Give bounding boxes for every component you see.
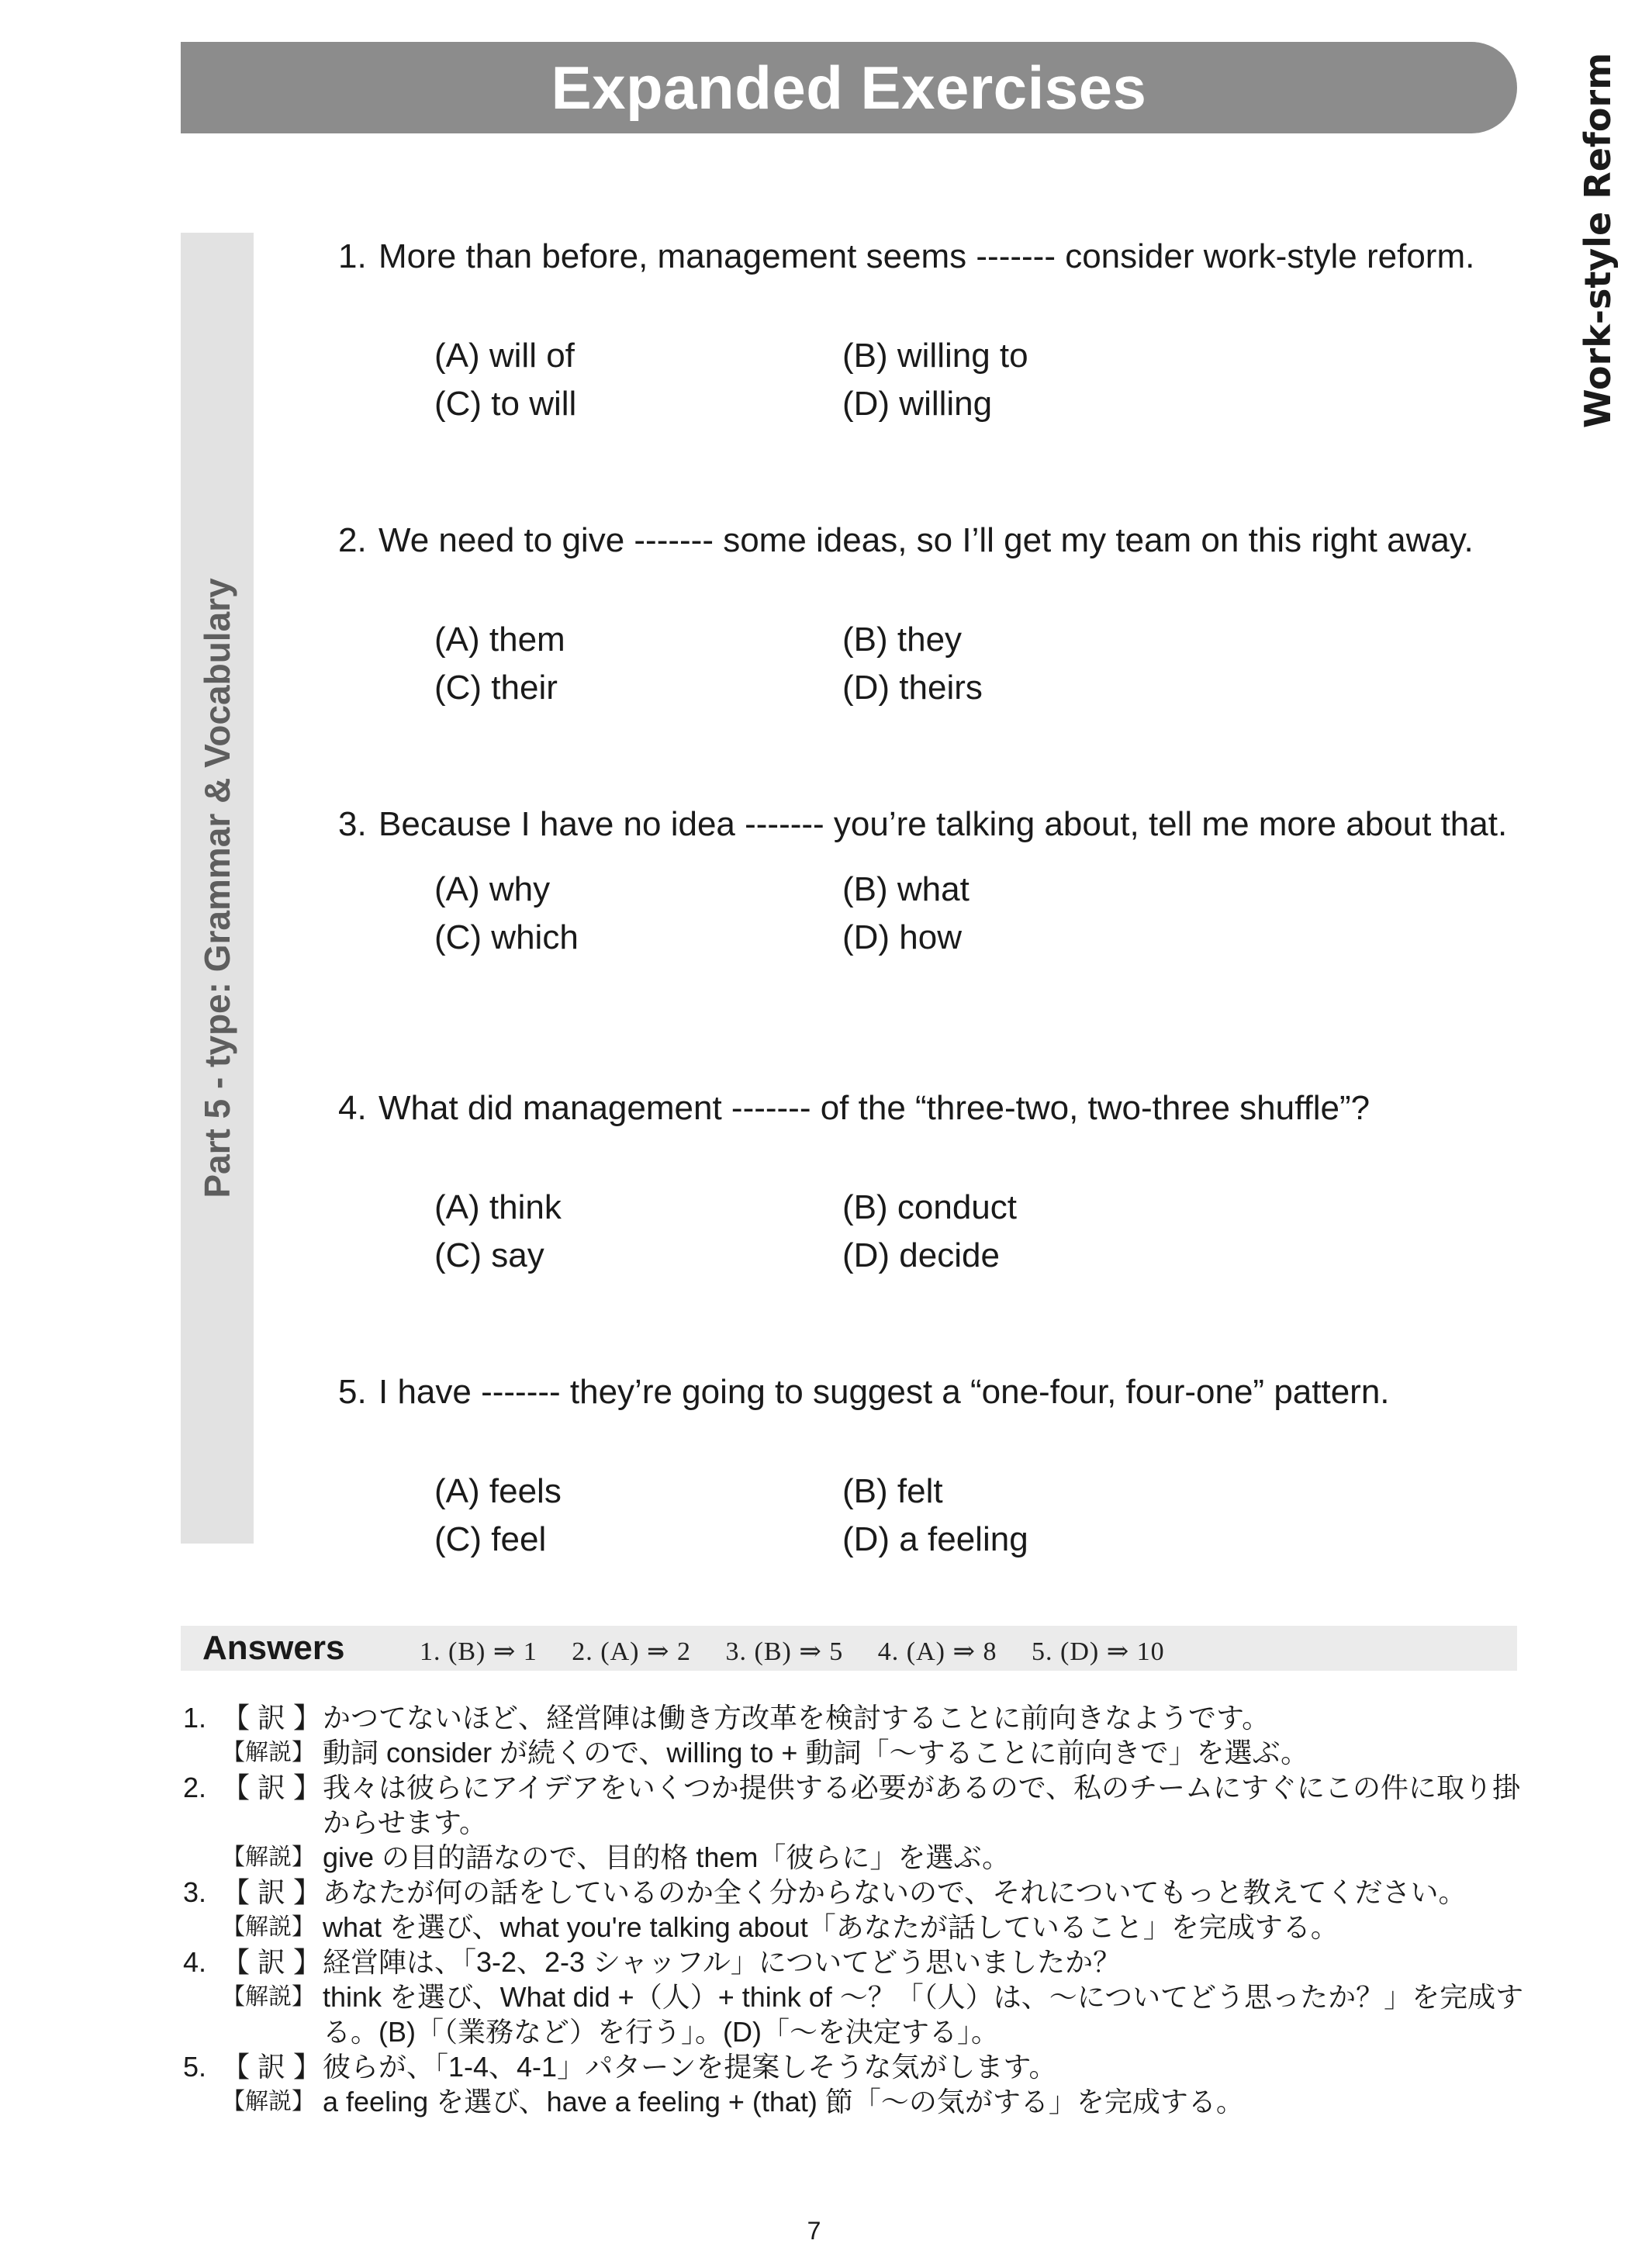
answers-bar [181,1626,1517,1671]
option-list [434,335,1533,425]
option-c: (C) feel [434,1520,547,1558]
option-d: (D) a feeling [842,1520,1028,1558]
question-number: 2. [338,521,367,559]
option-c: (C) which [434,918,579,956]
page-number: 7 [807,2217,821,2245]
explanation-commentary [183,1840,1533,1875]
translation-tag: 【 訳 】 [222,1876,322,1908]
commentary-text: a feeling を選び、have a feeling + (that) 節「〜の気がする」を完成する。 [323,2086,1244,2118]
option-a: (A) feels [434,1472,562,1510]
explanation-number: 2. [183,1772,207,1803]
explanation-translation [183,1700,1533,1735]
option-a: (A) them [434,621,565,659]
option-d: (D) decide [842,1236,1000,1274]
explanations [183,1700,1533,2119]
commentary-tag: 【解説】 [222,1984,315,2010]
option-d: (D) theirs [842,669,983,707]
option-list [434,869,1533,959]
option-c: (C) say [434,1236,544,1274]
option-a: (A) why [434,870,551,908]
question-number: 3. [338,805,367,843]
translation-tag: 【 訳 】 [222,1946,322,1978]
section-label: Part 5 - type: Grammar & Vocabulary [197,578,237,1198]
question-2 [338,520,1533,709]
explanation-translation [183,1770,1533,1840]
commentary-tag: 【解説】 [222,1740,315,1765]
question-4 [338,1087,1533,1277]
explanation-number: 1. [183,1702,207,1734]
title-bar [181,42,1517,133]
option-b: (B) what [842,870,970,908]
section-band [181,233,254,1544]
explanation-commentary [183,1910,1533,1945]
option-b: (B) conduct [842,1188,1017,1226]
option-b: (B) felt [842,1472,943,1510]
question-number: 4. [338,1089,367,1127]
question-text: We need to give ------- some ideas, so I’ll get my team on this right away. [378,521,1474,559]
explanation-commentary [183,2084,1533,2119]
translation-text: 彼らが、「1-4、4-1」パターンを提案しそうな気がします。 [323,2051,1057,2083]
page-title: Expanded Exercises [551,53,1147,122]
side-tag: Work-style Reform [1577,52,1619,429]
answer-keys: 1. (B) ⇒ 1 2. (A) ⇒ 2 3. (B) ⇒ 5 4. (A) ⇒ 8 5. (D) ⇒ 10 [420,1637,1165,1666]
question-text: More than before, management seems ------- consider work-style reform. [378,237,1475,275]
option-a: (A) think [434,1188,562,1226]
question-1 [338,236,1533,425]
question-number: 1. [338,237,367,275]
commentary-tag: 【解説】 [222,2089,315,2114]
explanation-number: 3. [183,1876,207,1908]
translation-tag: 【 訳 】 [222,2051,322,2083]
commentary-tag: 【解説】 [222,1844,315,1870]
option-d: (D) how [842,918,963,956]
question-text: I have ------- they’re going to suggest a “one-four, four-one” pattern. [378,1373,1390,1411]
translation-text: 我々は彼らにアイデアをいくつか提供する必要があるので、私のチームにすぐにこの件に取り掛からせます。 [323,1772,1521,1838]
translation-tag: 【 訳 】 [222,1772,322,1803]
translation-text: あなたが何の話をしているのか全く分からないので、それについてもっと教えてください。 [323,1876,1467,1908]
commentary-text: what を選び、what you're talking about「あなたが話していること」を完成する。 [323,1911,1339,1943]
question-text: Because I have no idea ------- you’re talking about, tell me more about that. [378,805,1508,843]
option-list [434,1471,1533,1561]
option-b: (B) willing to [842,337,1028,375]
option-c: (C) to will [434,385,577,423]
commentary-tag: 【解説】 [222,1914,315,1940]
option-d: (D) willing [842,385,993,423]
option-a: (A) will of [434,337,575,375]
question-text: What did management ------- of the “three-two, two-three shuffle”? [378,1089,1370,1127]
question-number: 5. [338,1373,367,1411]
explanation-commentary [183,1979,1533,2049]
explanation-translation [183,1875,1533,1910]
commentary-text: give の目的語なので、目的格 them「彼らに」を選ぶ。 [323,1841,1011,1873]
question-3 [338,804,1533,959]
translation-tag: 【 訳 】 [222,1702,322,1734]
option-list [434,1187,1533,1277]
commentary-text: think を選び、What did +（人）+ think of 〜？「（人）は、〜についてどう思ったか？」を完成する。(B)「（業務など）を行う」。(D)「〜を決定する」。 [323,1981,1524,2048]
explanation-commentary [183,1735,1533,1770]
explanation-number: 4. [183,1946,207,1978]
option-list [434,619,1533,709]
explanation-translation [183,1945,1533,1979]
translation-text: かつてないほど、経営陣は働き方改革を検討することに前向きなようです。 [323,1702,1270,1734]
option-c: (C) their [434,669,558,707]
translation-text: 経営陣は、「3-2、2-3 シャッフル」についてどう思いましたか？ [323,1946,1122,1978]
commentary-text: 動詞 consider が続くので、willing to + 動詞「〜することに前向きで」を選ぶ。 [323,1737,1309,1768]
option-b: (B) they [842,621,963,659]
explanation-translation [183,2049,1533,2084]
explanation-number: 5. [183,2051,207,2083]
answers-label: Answers [202,1629,345,1667]
question-5 [338,1371,1533,1561]
